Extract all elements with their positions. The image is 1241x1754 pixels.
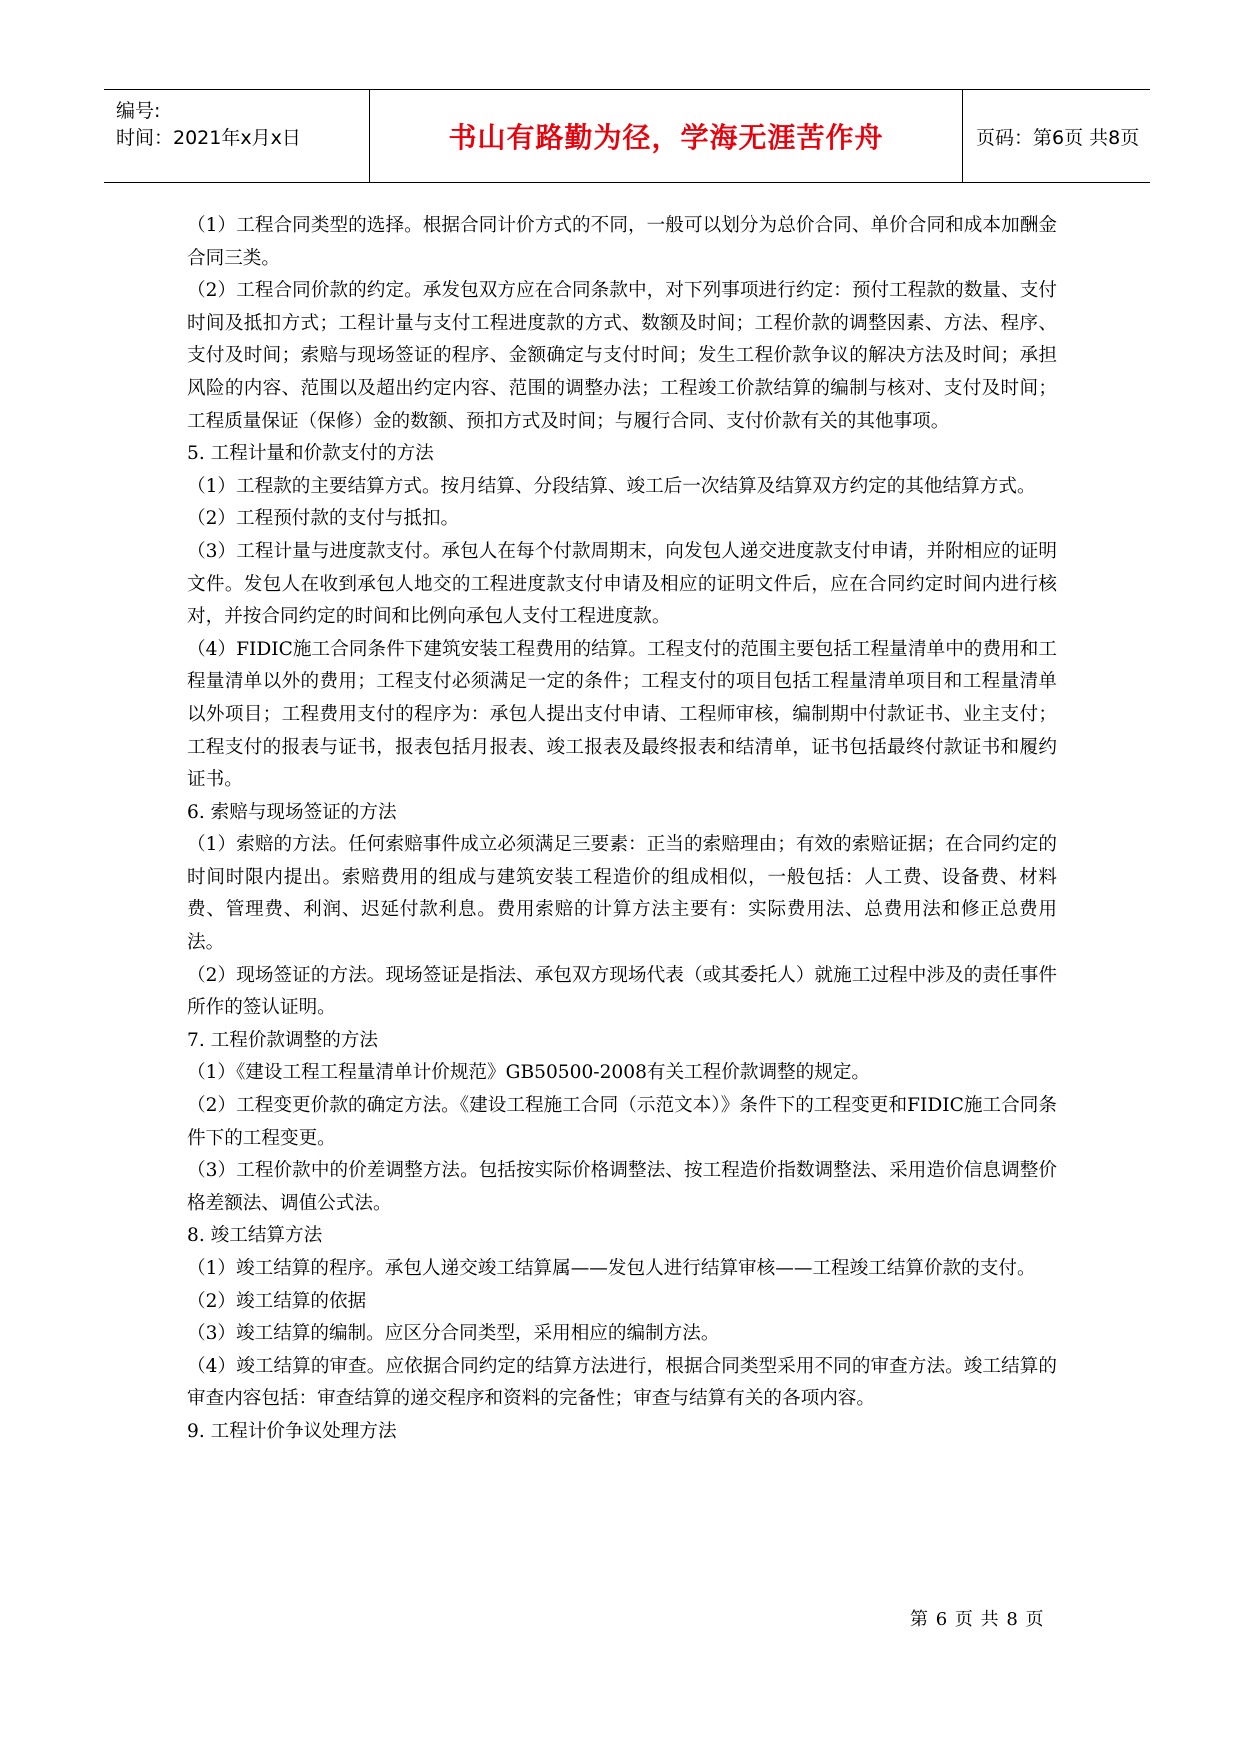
paragraph: （4）FIDIC施工合同条件下建筑安装工程费用的结算。工程支付的范围主要包括工程量清单中的费用和工程量清单以外的费用；工程支付必须满足一定的条件；工程支付的项目包括工程量清单项目和工程量清单以外项目；工程费用支付的程序为：承包人提出支付申请、工程师审核，编制期中付款证书、业主支付；工程支付的报表与证书，报表包括月报表、竣工报表及最终报表和结清单，证书包括最终付款证书和履约证书。 bbox=[187, 638, 1057, 791]
paragraph: （3）竣工结算的编制。应区分合同类型，采用相应的编制方法。 bbox=[187, 1323, 720, 1345]
section-heading: 7. 工程价款调整的方法 bbox=[187, 1029, 378, 1051]
paragraph: （4）竣工结算的审查。应依据合同约定的结算方法进行，根据合同类型采用不同的审查方法。竣工结算的审查内容包括：审查结算的递交程序和资料的完备性；审查与结算有关的各项内容。 bbox=[187, 1355, 1057, 1410]
paragraph: （3）工程价款中的价差调整方法。包括按实际价格调整法、按工程造价指数调整法、采用造价信息调整价格差额法、调值公式法。 bbox=[187, 1160, 1057, 1214]
document-number-label: 编号: bbox=[116, 100, 161, 122]
section-heading: 9. 工程计价争议处理方法 bbox=[187, 1420, 397, 1442]
paragraph: （2）工程变更价款的确定方法。《建设工程施工合同（示范文本）》条件下的工程变更和FIDIC施工合同条件下的工程变更。 bbox=[187, 1095, 1057, 1149]
paragraph: （1）工程款的主要结算方式。按月结算、分段结算、竣工后一次结算及结算双方约定的其他结算方式。 bbox=[187, 475, 1036, 497]
paragraph: （3）工程计量与进度款支付。承包人在每个付款周期末，向发包人递交进度款支付申请，并附相应的证明文件。发包人在收到承包人地交的工程进度款支付申请及相应的证明文件后，应在合同约定时间内进行核对，并按合同约定的时间和比例向承包人支付工程进度款。 bbox=[187, 540, 1057, 628]
header-page-cell bbox=[964, 90, 1150, 182]
paragraph: （1）《建设工程工程量清单计价规范》GB50500-2008有关工程价款调整的规定。 bbox=[187, 1062, 871, 1084]
paragraph: （2）现场签证的方法。现场签证是指法、承包双方现场代表（或其委托人）就施工过程中涉及的责任事件所作的签认证明。 bbox=[187, 964, 1057, 1019]
header-info-cell bbox=[104, 90, 370, 182]
page-footer: 第 6 页 共 8 页 bbox=[910, 1609, 1045, 1630]
paragraph: （2）竣工结算的依据 bbox=[187, 1290, 367, 1312]
document-time-label: 时间：2021年x月x日 bbox=[116, 127, 301, 149]
document-body bbox=[187, 210, 1057, 1449]
paragraph: （1）索赔的方法。任何索赔事件成立必须满足三要素：正当的索赔理由；有效的索赔证据；在合同约定的时间时限内提出。索赔费用的组成与建筑安装工程造价的组成相似，一般包括：人工费、设备费、材料费、管理费、利润、迟延付款利息。费用索赔的计算方法主要有：实际费用法、总费用法和修正总费用法。 bbox=[187, 834, 1057, 954]
section-heading: 5. 工程计量和价款支付的方法 bbox=[187, 443, 434, 465]
paragraph: （1）竣工结算的程序。承包人递交竣工结算属——发包人进行结算审核——工程竣工结算价款的支付。 bbox=[187, 1258, 1036, 1279]
section-heading: 6. 索赔与现场签证的方法 bbox=[187, 801, 397, 823]
page-header bbox=[104, 89, 1150, 183]
paragraph: （2）工程合同价款的约定。承发包双方应在合同条款中，对下列事项进行约定：预付工程款的数量、支付时间及抵扣方式；工程计量与支付工程进度款的方式、数额及时间；工程价款的调整因素、方法、程序、支付及时间；索赔与现场签证的程序、金额确定与支付时间；发生工程价款争议的解决方法及时间；承担风险的内容、范围以及超出约定内容、范围的调整办法；工程竣工价款结算的编制与核对、支付及时间；工程质量保证（保修）金的数额、预扣方式及时间；与履行合同、支付价款有关的其他事项。 bbox=[187, 280, 1057, 432]
header-motto-cell bbox=[370, 90, 963, 182]
paragraph: （2）工程预付款的支付与抵扣。 bbox=[187, 508, 460, 530]
paragraph: （1）工程合同类型的选择。根据合同计价方式的不同，一般可以划分为总价合同、单价合同和成本加酬金合同三类。 bbox=[187, 215, 1057, 269]
section-heading: 8. 竣工结算方法 bbox=[187, 1225, 323, 1247]
motto-text: 书山有路勤为径，学海无涯苦作舟 bbox=[448, 121, 884, 154]
header-page-number: 页码：第6页 共8页 bbox=[976, 126, 1140, 149]
